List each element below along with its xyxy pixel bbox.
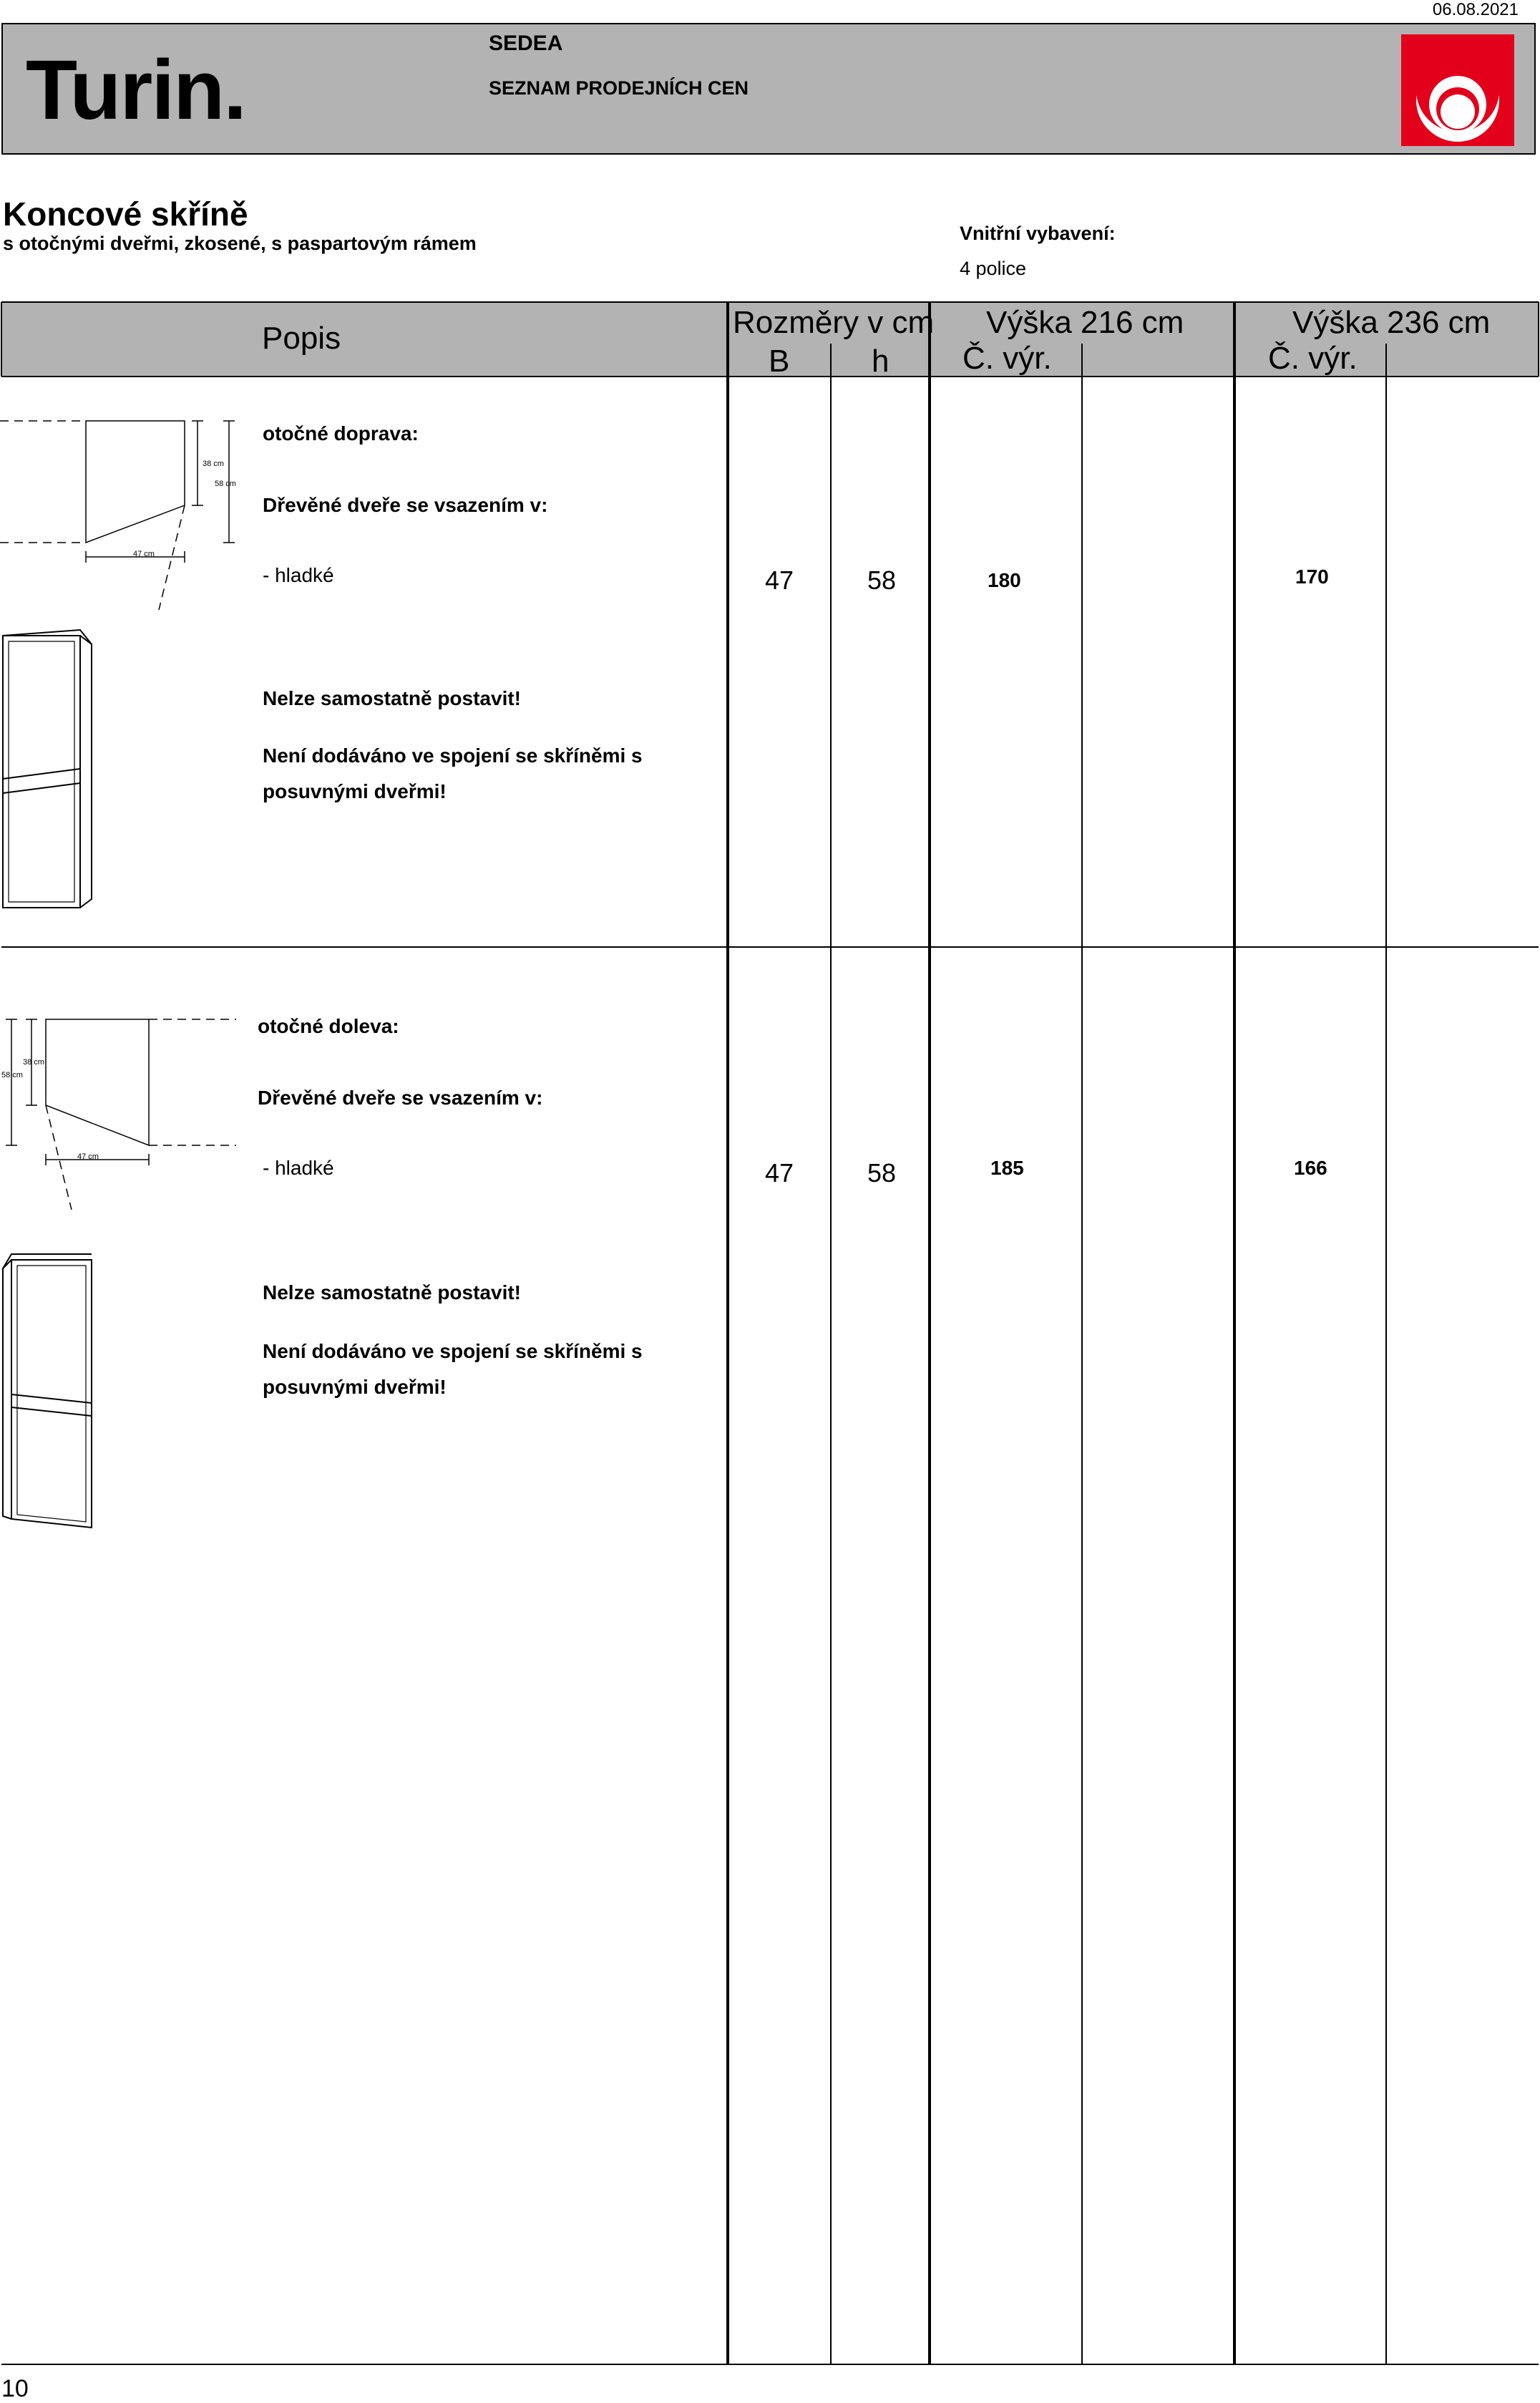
header-vyska216: Výška 216 cm <box>986 305 1184 340</box>
row2-plan-drawing-icon <box>6 1019 236 1210</box>
row1-code-216: 180 <box>988 569 1021 591</box>
row1-plan-drawing-icon <box>0 421 235 610</box>
row1-door: Dřevěné dveře se vsazením v: <box>263 494 548 516</box>
equipment-value: 4 police <box>960 258 1027 279</box>
header-b: B <box>769 344 790 379</box>
header-rozmery: Rozměry v cm <box>733 305 935 340</box>
row2-finish: - hladké <box>263 1157 334 1179</box>
row2-code-216: 185 <box>990 1157 1024 1179</box>
row1-elevation-drawing-icon <box>3 630 92 908</box>
row1-dim-depth: 38 cm <box>203 460 224 468</box>
header-doc-type: SEZNAM PRODEJNÍCH CEN <box>489 77 749 99</box>
row2-dim-total: 58 cm <box>1 1071 23 1079</box>
row1-code-236: 170 <box>1295 565 1329 588</box>
row1-note1: Nelze samostatně postavit! <box>263 687 521 709</box>
row1-dim-total: 58 cm <box>215 480 236 488</box>
header-company: SEDEA <box>489 31 563 55</box>
row1-h: 58 <box>867 565 897 595</box>
row1-b: 47 <box>765 565 794 595</box>
row1-finish: - hladké <box>263 564 334 586</box>
header-cvyr-236: Č. výr. <box>1268 341 1358 376</box>
row1-note2a: Není dodáváno ve spojení se skříněmi s <box>263 744 643 767</box>
row2-elevation-drawing-icon <box>3 1254 92 1528</box>
row2-door: Dřevěné dveře se vsazením v: <box>258 1087 543 1109</box>
row1-dim-width: 47 cm <box>133 550 155 558</box>
row2-code-236: 166 <box>1294 1157 1327 1179</box>
row1-direction: otočné doprava: <box>263 422 419 445</box>
row2-note2a: Není dodáváno ve spojení se skříněmi s <box>263 1340 643 1362</box>
page-number: 10 <box>1 2375 29 2402</box>
row1-note2b: posuvnými dveřmi! <box>263 780 447 802</box>
row2-note2b: posuvnými dveřmi! <box>263 1376 447 1398</box>
brand-title: Turin. <box>26 43 245 137</box>
row2-h: 58 <box>867 1158 897 1188</box>
row2-dim-width: 47 cm <box>77 1152 99 1161</box>
row2-direction: otočné doleva: <box>258 1015 399 1037</box>
section-title: Koncové skříně <box>3 195 248 233</box>
header-h: h <box>872 344 890 379</box>
header-cvyr-216: Č. výr. <box>962 341 1052 376</box>
header-vyska236: Výška 236 cm <box>1292 305 1491 340</box>
equipment-label: Vnitřní vybavení: <box>960 223 1116 244</box>
row2-b: 47 <box>765 1158 794 1188</box>
header-popis: Popis <box>262 321 341 356</box>
row2-dim-depth: 38 cm <box>23 1058 44 1067</box>
row2-note1: Nelze samostatně postavit! <box>263 1281 521 1304</box>
document-date: 06.08.2021 <box>1432 0 1519 19</box>
section-subtitle: s otočnými dveřmi, zkosené, s paspartovým rámem <box>3 233 477 254</box>
